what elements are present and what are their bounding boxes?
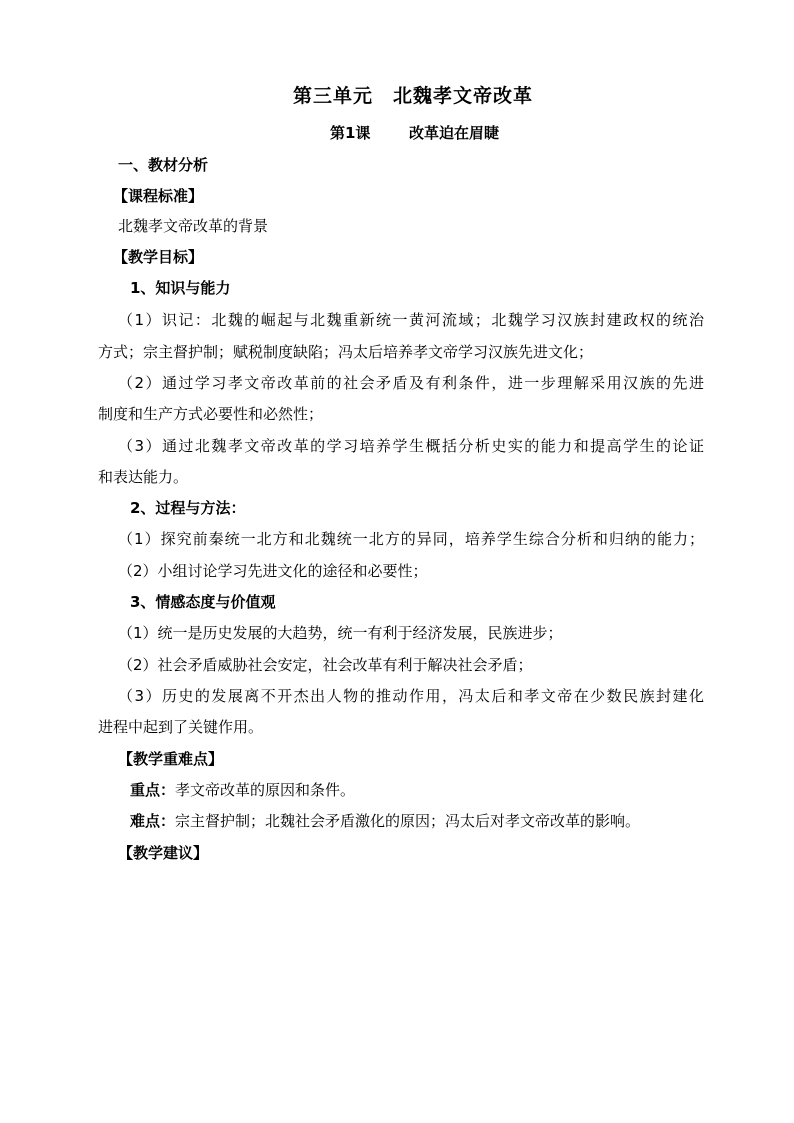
difficulty-label: 难点： xyxy=(130,812,176,830)
suggestion-heading: 【教学建议】 xyxy=(118,844,209,862)
emotion-item-2: （2）社会矛盾威胁社会安定，社会改革有利于解决社会矛盾； xyxy=(118,656,533,674)
key-point-text: 孝文帝改革的原因和条件。 xyxy=(175,781,356,799)
process-item-2: （2）小组讨论学习先进文化的途径和必要性； xyxy=(118,562,428,580)
goals-heading: 【教学目标】 xyxy=(113,248,204,266)
difficulty-line xyxy=(130,811,640,831)
emotion-item-3a: （3）历史的发展离不开杰出人物的推动作用，冯太后和孝文帝在少数民族封建化 xyxy=(118,687,704,705)
process-item-1: （1）探究前秦统一北方和北魏统一北方的异同，培养学生综合分析和归纳的能力； xyxy=(118,530,704,548)
emotion-item-3b: 进程中起到了关键作用。 xyxy=(98,718,264,736)
knowledge-item-1a: （1）识记：北魏的崛起与北魏重新统一黄河流域；北魏学习汉族封建政权的统治 xyxy=(118,311,704,329)
key-point-label: 重点： xyxy=(130,781,176,799)
knowledge-item-1b: 方式；宗主督护制；赋税制度缺陷；冯太后培养孝文帝学习汉族先进文化； xyxy=(98,343,594,361)
standard-text: 北魏孝文帝改革的背景 xyxy=(118,217,269,235)
standard-heading: 【课程标准】 xyxy=(113,187,204,205)
emotion-heading: 3、情感态度与价值观 xyxy=(130,593,276,611)
knowledge-item-2a: （2）通过学习孝文帝改革前的社会矛盾及有利条件，进一步理解采用汉族的先进 xyxy=(118,374,704,392)
emotion-item-1: （1）统一是历史发展的大趋势，统一有利于经济发展，民族进步； xyxy=(118,624,563,642)
section-analysis-heading: 一、教材分析 xyxy=(118,156,209,174)
difficulty-text: 宗主督护制；北魏社会矛盾激化的原因；冯太后对孝文帝改革的影响。 xyxy=(175,812,641,830)
knowledge-heading: 1、知识与能力 xyxy=(130,279,231,297)
key-difficulty-heading: 【教学重难点】 xyxy=(118,750,224,768)
document-title: 第三单元 北魏孝文帝改革 xyxy=(293,85,534,107)
key-point-line xyxy=(130,780,355,800)
knowledge-item-3b: 和表达能力。 xyxy=(98,468,189,486)
knowledge-item-2b: 制度和生产方式必要性和必然性； xyxy=(98,405,324,423)
lesson-name: 改革迫在眉睫 xyxy=(409,124,500,142)
process-heading: 2、过程与方法： xyxy=(130,499,246,517)
lesson-number: 第1课 xyxy=(330,124,371,142)
knowledge-item-3a: （3）通过北魏孝文帝改革的学习培养学生概括分析史实的能力和提高学生的论证 xyxy=(118,437,704,455)
